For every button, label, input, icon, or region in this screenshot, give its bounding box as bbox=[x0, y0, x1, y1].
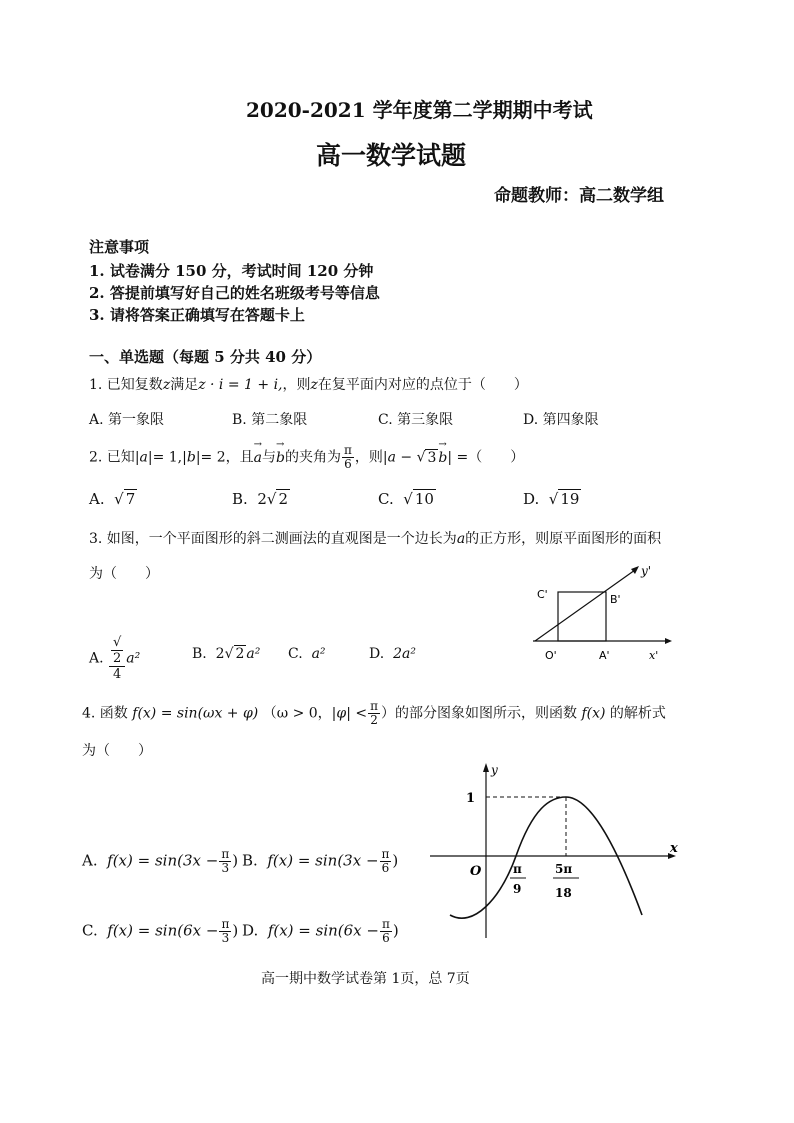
question-2-stem: 2. 已知|a|= 1,|b|= 2，且→ a与→ b的夹角为 $\frac{\pi}{6}$ ，则|a − √ 3→ b| =（ ） bbox=[89, 444, 524, 471]
notice-item: 1. 试卷满分 150 分，考试时间 120 分钟 bbox=[89, 262, 374, 280]
question-3-stem-line2: 为（ ） bbox=[89, 566, 159, 582]
q1-text: 在复平面内对应的点位于（ ） bbox=[317, 377, 528, 393]
q2-option-b: B. 2√ 2 bbox=[232, 490, 288, 508]
notice-item: 2. 答提前填写好自己的姓名班级考号等信息 bbox=[89, 284, 380, 302]
q3-y-arrow bbox=[631, 566, 639, 574]
q3-label-y: y' bbox=[641, 564, 652, 578]
q2-text: = 2 bbox=[200, 449, 226, 466]
q3-square bbox=[558, 592, 606, 641]
q2-angle-fraction: $\frac{\pi}{6}$ bbox=[343, 443, 352, 471]
q4-tick-5pi-over-18-num: 5π bbox=[555, 862, 573, 876]
q1-text: ，则 bbox=[282, 377, 311, 393]
q4-fx: f(x) bbox=[581, 705, 606, 722]
q1-option-d: D. 第四象限 bbox=[523, 412, 599, 428]
q2-expr: a − bbox=[387, 449, 417, 466]
subject-title: 高一数学试题 bbox=[316, 141, 467, 170]
q1-var: z bbox=[310, 377, 318, 393]
author-line: 命题教师：高二数学组 bbox=[494, 186, 664, 206]
exam-title: 2020-2021 学年度第二学期期中考试 bbox=[246, 98, 593, 122]
q3-label-c: C' bbox=[537, 588, 548, 601]
q4-option-b: B. f(x) = sin(3x − $\frac{\pi}{6}$ ) bbox=[242, 847, 399, 875]
page-footer: 高一期中数学试卷第 1页，总 7页 bbox=[261, 971, 470, 987]
q1-text: 1. 已知复数 bbox=[89, 377, 163, 393]
q4-label-one: 1 bbox=[466, 791, 476, 806]
q2-text: 的夹角为 bbox=[284, 449, 341, 466]
q1-equation: z · i = 1 + i, bbox=[198, 377, 283, 393]
q2-expr: → b bbox=[438, 450, 447, 466]
q2-option-c: C. √ 10 bbox=[378, 490, 434, 508]
notice-heading: 注意事项 bbox=[89, 238, 150, 256]
question-4-stem-line2: 为（ ） bbox=[82, 743, 152, 759]
q4-phi-bound: $\frac{\pi}{2}$ bbox=[370, 699, 378, 727]
q4-label-x: x bbox=[670, 841, 678, 856]
q4-function: f(x) = sin(ωx + φ) bbox=[132, 705, 259, 722]
q2-option-d: D. √ 19 bbox=[523, 490, 580, 508]
q2-text: ，则 bbox=[354, 449, 383, 466]
q4-y-arrow bbox=[483, 763, 489, 772]
q2-vector-a: → a bbox=[254, 450, 262, 466]
q1-var: z bbox=[162, 377, 171, 393]
q2-text: =（ ） bbox=[456, 449, 525, 466]
q4-sine-curve bbox=[450, 797, 642, 918]
q4-text: |φ| < bbox=[331, 705, 368, 722]
q2-abs-a: |a| bbox=[134, 449, 153, 466]
q2-option-a: A. √ 7 bbox=[89, 490, 136, 508]
q4-tick-pi-over-9-num: π bbox=[513, 862, 522, 876]
q3-label-o: O' bbox=[545, 649, 557, 662]
q4-option-d: D. f(x) = sin(6x − $\frac{\pi}{6}$ ) bbox=[242, 917, 399, 945]
q4-label-y: y bbox=[491, 763, 498, 777]
q4-option-c: C. f(x) = sin(6x − $\frac{\pi}{3}$ ) bbox=[82, 917, 239, 945]
q3-label-b: B' bbox=[610, 593, 621, 606]
q2-abs-b: |b| bbox=[182, 449, 201, 466]
q1-option-b: B. 第二象限 bbox=[232, 412, 308, 428]
q3-label-x: x' bbox=[649, 649, 659, 662]
q4-text: 的解析式 bbox=[609, 705, 666, 722]
q2-text: 2. 已知 bbox=[89, 449, 135, 466]
q4-text: （ω > 0， bbox=[262, 705, 332, 722]
q3-option-b: B. 2√ 2 a² bbox=[192, 646, 261, 662]
q2-sqrt3: 3 bbox=[427, 449, 437, 466]
q4-sine-graph bbox=[428, 760, 680, 942]
q2-vector-b: → b bbox=[276, 450, 285, 466]
q4-label-origin: O bbox=[470, 864, 482, 879]
q3-var: a bbox=[456, 531, 466, 547]
q3-option-d: D. 2a² bbox=[369, 646, 416, 662]
q4-tick-pi-over-9-den: 9 bbox=[513, 882, 522, 896]
notice-item: 3. 请将答案正确填写在答题卡上 bbox=[89, 306, 305, 324]
q4-tick-5pi-over-18-den: 18 bbox=[555, 886, 572, 900]
question-3-stem bbox=[89, 528, 661, 548]
q2-text: = 1, bbox=[152, 449, 183, 466]
q1-option-c: C. 第三象限 bbox=[378, 412, 454, 428]
q2-text: 与 bbox=[262, 449, 276, 466]
q3-option-a: A. √ 2 4 a² bbox=[89, 635, 141, 682]
question-4-stem bbox=[82, 700, 666, 727]
q1-text: 满足 bbox=[170, 377, 199, 393]
q4-text: ）的部分图象如图所示，则函数 bbox=[380, 705, 577, 722]
q3-oblique-figure bbox=[525, 558, 675, 666]
q4-text: 4. 函数 bbox=[82, 705, 128, 722]
q4-option-a: A. f(x) = sin(3x − $\frac{\pi}{3}$ ) bbox=[82, 847, 239, 875]
q3-text: 的正方形，则原平面图形的面积 bbox=[465, 531, 662, 547]
question-1-stem bbox=[89, 374, 528, 394]
q2-text: ，且 bbox=[225, 449, 254, 466]
section-heading: 一、单选题（每题 5 分共 40 分） bbox=[89, 348, 322, 366]
q1-option-a: A. 第一象限 bbox=[89, 412, 165, 428]
q3-text: 3. 如图，一个平面图形的斜二测画法的直观图是一个边长为 bbox=[89, 531, 457, 547]
q3-x-arrow bbox=[665, 638, 672, 644]
q3-label-a: A' bbox=[599, 649, 610, 662]
q3-option-c: C. a² bbox=[288, 646, 326, 662]
